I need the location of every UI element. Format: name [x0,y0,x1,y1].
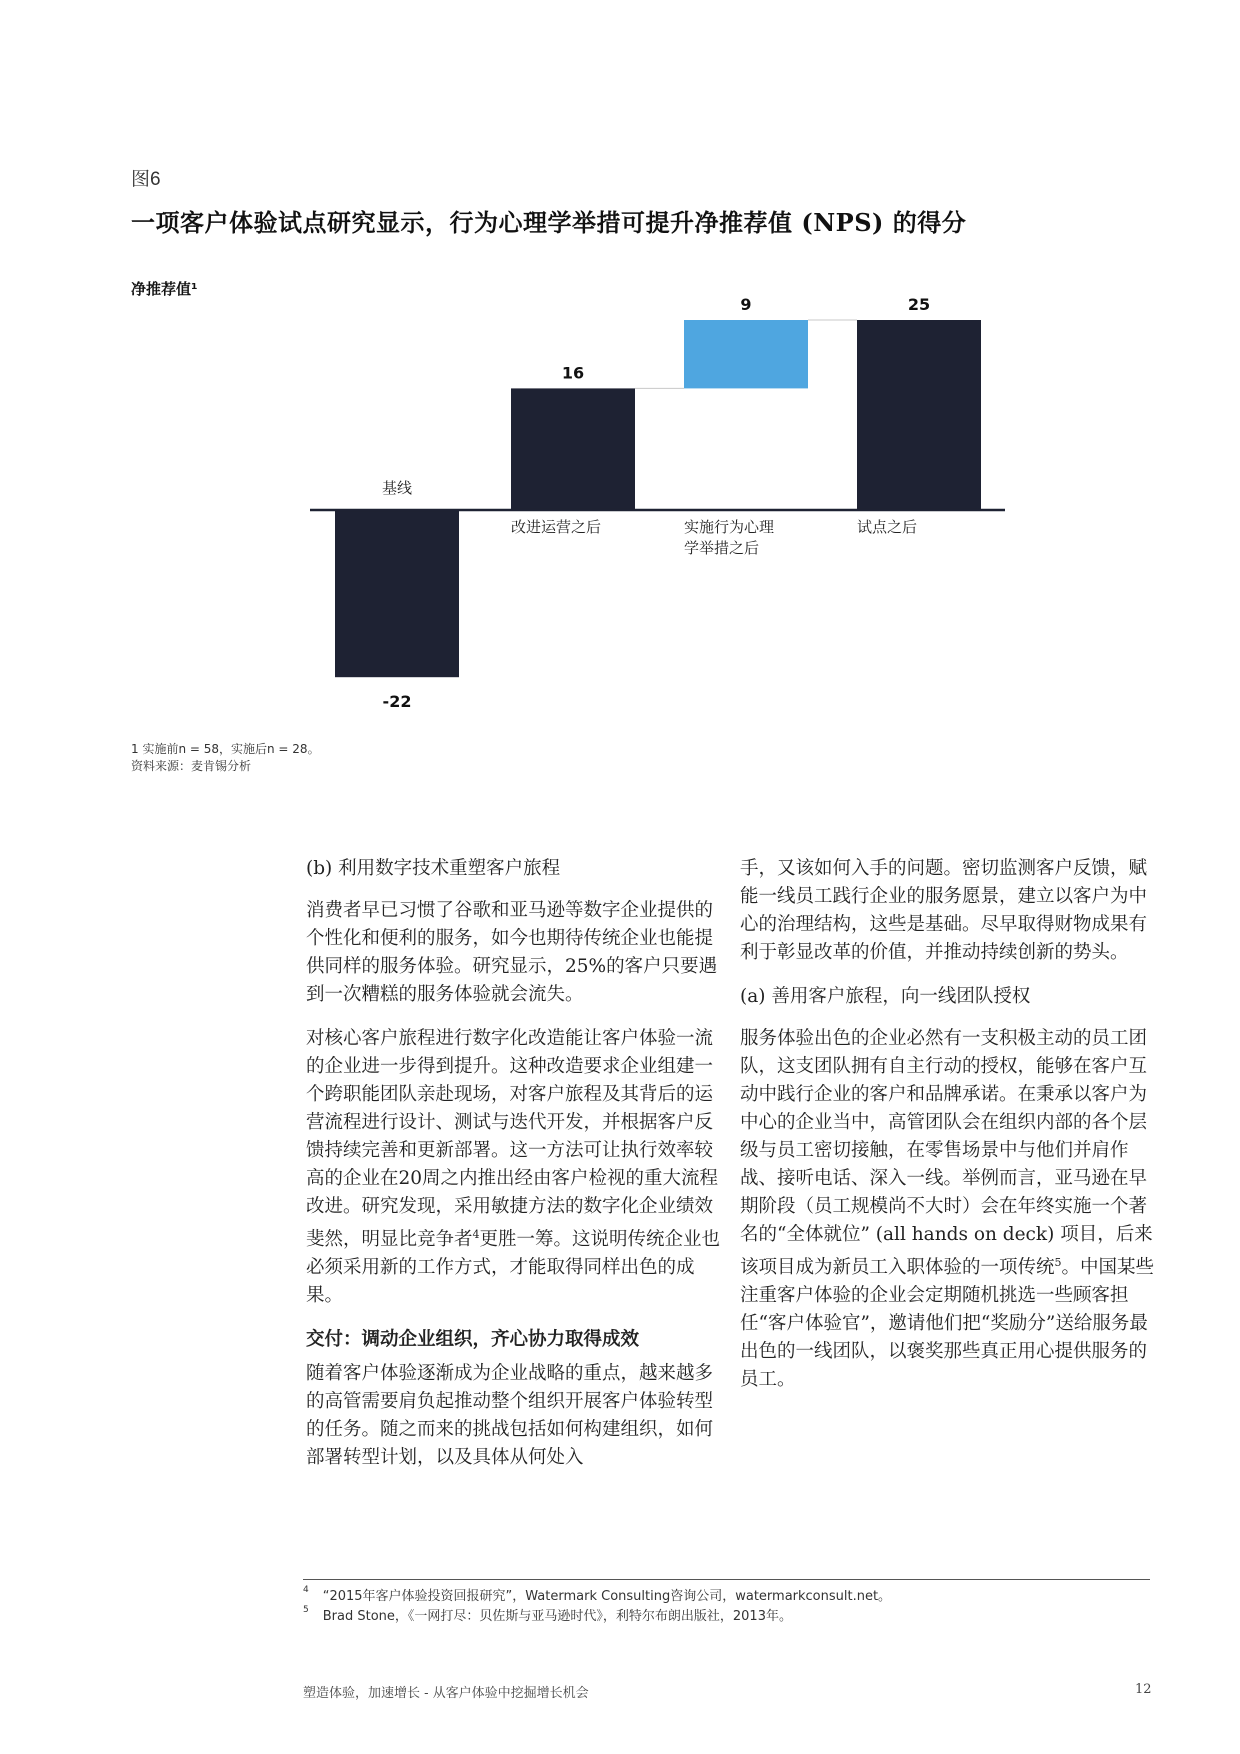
right-column [740,855,1155,1410]
footnote-4 [303,1585,891,1604]
figure-label: 图6 [131,169,161,190]
paragraph: 消费者早已习惯了谷歌和亚马逊等数字企业提供的个性化和便利的服务，如今也期待传统企业也能提供同样的服务体验。研究显示，25%的客户只要遇到一次糟糕的服务体验就会流失。 [306,900,718,1005]
bar [684,320,808,388]
chart-footnote: 1 实施前n = 58，实施后n = 28。 [131,742,320,756]
paragraph-text: 。中国某些注重客户体验的企业会定期随机挑选一些顾客担任“客户体验官”，邀请他们把“奖励分”送给服务最出色的一线团队，以褒奖那些真正用心提供服务的员工。 [740,1257,1155,1391]
paragraph-text: 更胜一筹。这说明传统企业也必须采用新的工作方式，才能取得同样出色的成果。 [306,1229,721,1307]
category-label: 基线 [381,479,413,497]
section-heading-a: (a) 善用客户旅程，向一线团队授权 [740,986,1031,1007]
page-number: 12 [1135,1682,1152,1697]
category-label: 改进运营之后 [511,518,602,536]
paragraph [306,1025,721,1310]
section-heading-b: (b) 利用数字技术重塑客户旅程 [306,858,561,879]
footnote-text: Brad Stone，《一网打尽：贝佐斯与亚马逊时代》，利特尔布朗出版社，2013年。 [322,1609,792,1624]
bar [857,320,981,510]
left-column [306,855,721,1488]
footnote-divider [303,1579,1150,1580]
footnote-5 [303,1605,792,1624]
chart-source: 资料来源：麦肯锡分析 [131,759,252,773]
bar [335,510,459,677]
bar [511,388,635,510]
footnote-number: 4 [303,1585,309,1595]
footnote-ref: 4 [472,1228,480,1241]
data-label: -22 [382,692,412,712]
chart-marks [310,295,1005,711]
chart-y-label: 净推荐值¹ [131,280,198,298]
paragraph-text: 服务体验出色的企业必然有一支积极主动的员工团队，这支团队拥有自主行动的授权，能够在客户互动中践行企业的客户和品牌承诺。在秉承以客户为中心的企业当中，高管团队会在组织内部的各个层级与员工密切接触，在零售场景中与他们并肩作战、接听电话、深入一线。举例而言，亚马逊在早期阶段（员工规模尚不大时）会在年终实施一个著名的“全体就位” (all hands on deck) 项目，后来该项目成为新员工入职体验的一项传统 [740,1028,1153,1279]
category-label: 实施行为心理 [684,518,775,536]
footnote-text: “2015年客户体验投资回报研究”，Watermark Consulting咨询公司，watermarkconsult.net。 [322,1589,892,1604]
waterfall-chart [0,0,1240,780]
paragraph [740,1025,1155,1394]
paragraph-text: 对核心客户旅程进行数字化改造能让客户体验一流的企业进一步得到提升。这种改造要求企业组建一个跨职能团队亲赴现场，对客户旅程及其背后的运营流程进行设计、测试与迭代开发，并根据客户反馈持续完善和更新部署。这一方法可让执行效率较高的企业在20周之内推出经由客户检视的重大流程改进。研究发现，采用敏捷方法的数字化企业绩效斐然，明显比竞争者 [306,1028,719,1251]
category-label: 学举措之后 [684,539,760,557]
data-label: 25 [907,295,931,314]
category-label: 试点之后 [857,518,918,536]
section-heading-delivery: 交付：调动企业组织，齐心协力取得成效 [306,1329,640,1351]
figure-title: 一项客户体验试点研究显示，行为心理学举措可提升净推荐值 (NPS) 的得分 [131,208,967,237]
footnote-number: 5 [303,1605,309,1615]
footnote-ref: 5 [1054,1256,1062,1269]
paragraph: 手，又该如何入手的问题。密切监测客户反馈，赋能一线员工践行企业的服务愿景，建立以客户为中心的治理结构，这些是基础。尽早取得财物成果有利于彰显改革的价值，并推动持续创新的势头。 [740,858,1148,963]
data-label: 16 [561,363,585,383]
data-label: 9 [740,295,752,314]
paragraph: 随着客户体验逐渐成为企业战略的重点，越来越多的高管需要肩负起推动整个组织开展客户体验转型的任务。随之而来的挑战包括如何构建组织，如何部署转型计划，以及具体从何处入 [306,1363,714,1469]
page-footer: 塑造体验，加速增长 - 从客户体验中挖掘增长机会 [303,1686,589,1701]
